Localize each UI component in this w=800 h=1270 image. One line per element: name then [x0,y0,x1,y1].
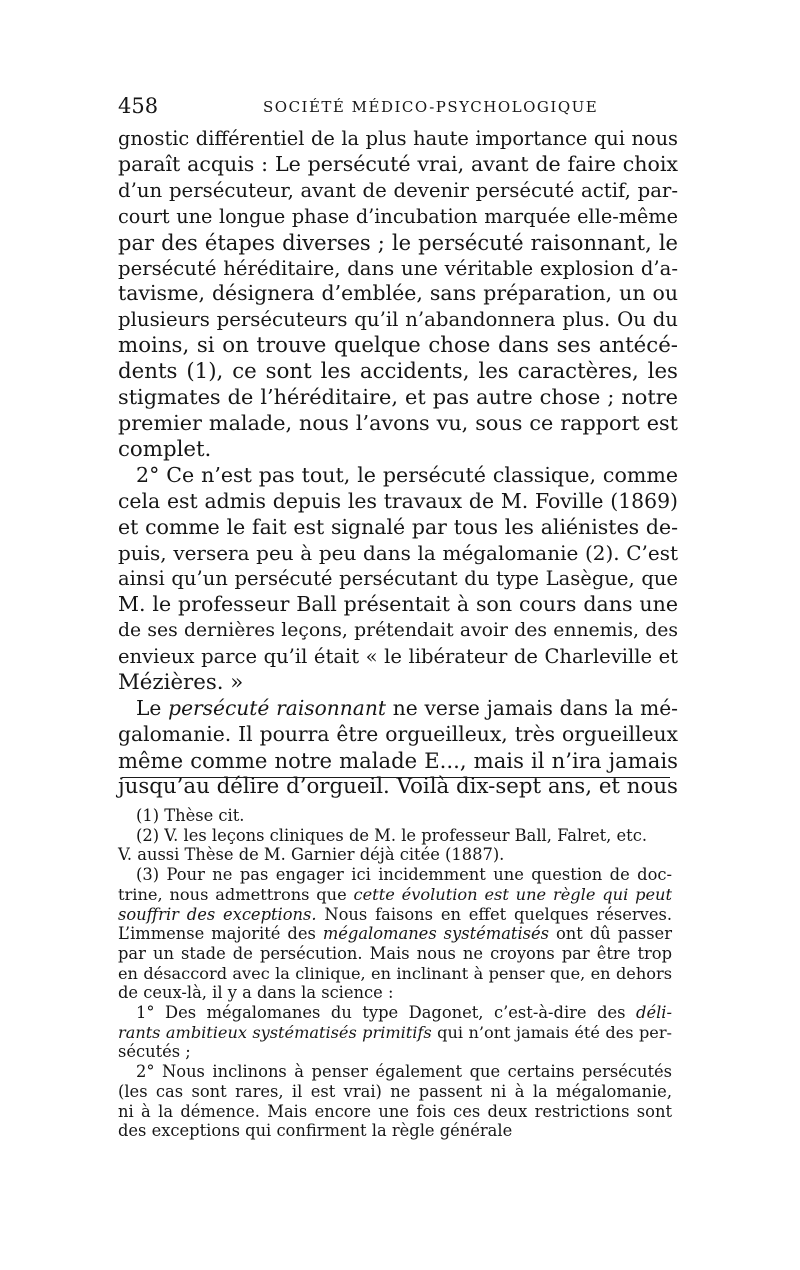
footnote-line: V. aussi Thèse de M. Garnier déjà citée (1887). [118,845,505,865]
text-line: Mézières. » [118,670,244,696]
text-line: et comme le fait est signalé par tous les aliénistes de- [118,514,678,539]
text-line: plusieurs persécuteurs qu’il n’abandonnera plus. Ou du [118,308,678,332]
footnote-line [118,885,672,905]
text-line: puis, versera peu à peu dans la mégalomanie (2). C’est [118,540,678,565]
text-run: 1° Des mégalomanes du type Dagonet, c’est-à-dire des [136,1003,637,1023]
page-number: 458 [118,94,159,118]
text-line: d’un persécuteur, avant de devenir persécuté actif, par- [118,178,678,202]
text-run: ont dû passer [549,924,672,944]
text-run: ne verse jamais dans la mé- [385,695,678,720]
text-line: premier malade, nous l’avons vu, sous ce rapport est [118,410,678,435]
text-line: galomanie. Il pourra être orgueilleux, très orgueilleux [118,721,678,746]
running-title: SOCIÉTÉ MÉDICO-PSYCHOLOGIQUE [263,98,599,116]
text-line: par des étapes diverses ; le persécuté raisonnant, le [118,229,678,255]
emphasis-text: déli- [636,1003,672,1023]
text-line: 2° Ce n’est pas tout, le persécuté classique, comme [136,462,678,487]
footnote-line [118,905,672,925]
footnote-line: (3) Pour ne pas engager ici incidemment une question de doc- [136,865,672,885]
footnote-line: des exceptions qui confirment la règle générale [118,1121,513,1141]
text-run: trine, nous admettrons que [118,884,354,904]
footnotes [118,806,672,1141]
text-run: L’immense majorité des [118,924,323,944]
text-line: ainsi qu’un persécuté persécutant du type Lasègue, que [118,567,678,591]
text-line: court une longue phase d’incubation marquée elle-même [118,204,678,228]
text-line: tavisme, désignera d’emblée, sans préparation, un ou [118,281,678,306]
emphasis-text: cette évolution est une règle qui peut [353,884,672,904]
text-line: cela est admis depuis les travaux de M. Foville (1869) [118,488,678,513]
text-line [118,696,678,722]
footnote-line [118,1003,672,1023]
footnote-line: (1) Thèse cit. [136,806,245,825]
footnote-line: par un stade de persécution. Mais nous ne croyons par être trop [118,943,672,963]
emphasis-text: persécuté raisonnant [168,695,386,720]
text-line: persécuté héréditaire, dans une véritable explosion d’a- [118,256,678,280]
footnote-line: de ceux-là, il y a dans la science : [118,983,394,1003]
text-line: de ses dernières leçons, prétendait avoir des ennemis, des [118,620,678,642]
text-line: même comme notre malade E..., mais il n’ira jamais [118,747,678,773]
text-line: moins, si on trouve quelque chose dans ses antécé- [118,333,678,359]
text-run: Nous faisons en effet quelques réserves. [316,904,672,924]
footnote-line [118,1023,672,1043]
footnote-line: (2) V. les leçons cliniques de M. le professeur Ball, Falret, etc. [136,825,648,845]
text-line: jusqu’au délire d’orgueil. Voilà dix-sept ans, et nous [118,773,678,799]
emphasis-text: souffrir des exceptions. [118,904,317,924]
text-line: paraît acquis : Le persécuté vrai, avant de faire choix [118,151,678,176]
emphasis-text: rants ambitieux systématisés primitifs [118,1022,432,1042]
footnote-line: (les cas sont rares, il est vrai) ne passent ni à la mégalomanie, [118,1081,672,1101]
text-line: gnostic différentiel de la plus haute importance qui nous [118,127,678,150]
footnote-line: 2° Nous inclinons à penser également que certains persécutés [136,1062,672,1082]
footnote-line: en désaccord avec la clinique, en inclinant à penser que, en dehors [118,963,672,983]
footnote-line: sécutés ; [118,1042,191,1062]
text-run: qui n’ont jamais été des per- [431,1022,672,1042]
text-line: envieux parce qu’il était « le libérateur de Charleville et [118,645,678,669]
main-text [118,126,678,800]
footnote-divider [122,777,670,778]
emphasis-text: mégalomanes systématisés [322,924,549,944]
text-line: complet. [118,436,212,462]
text-run: Le [136,695,169,720]
text-line: stigmates de l’héréditaire, et pas autre chose ; notre [118,385,678,410]
footnote-line [118,924,672,944]
footnote-line: ni à la démence. Mais encore une fois ces deux restrictions sont [118,1101,672,1121]
page-header [118,94,678,118]
text-line: M. le professeur Ball présentait à son cours dans une [118,592,678,617]
text-line: dents (1), ce sont les accidents, les caractères, les [118,359,678,385]
